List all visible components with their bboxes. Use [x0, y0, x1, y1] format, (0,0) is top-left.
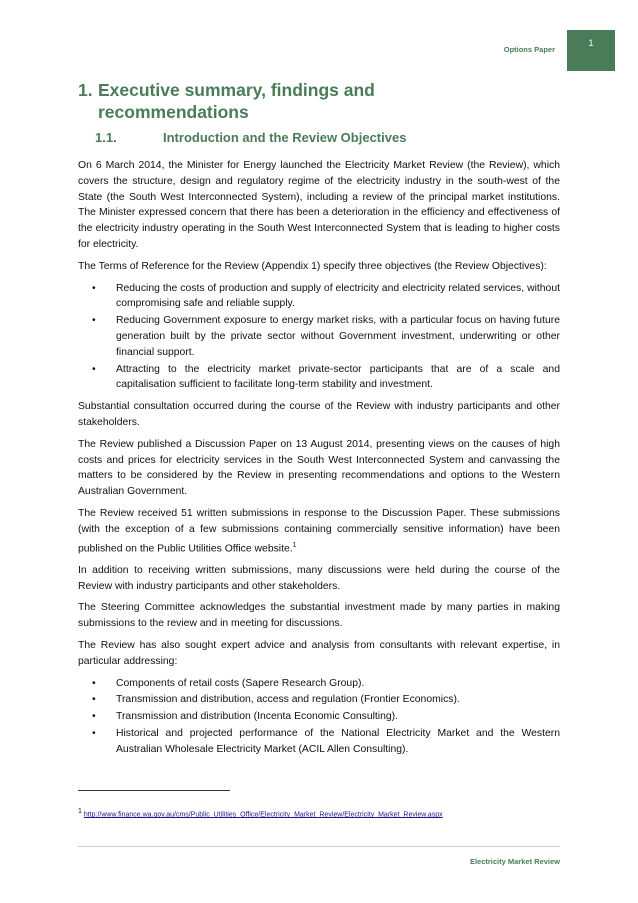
section-title-line1: Executive summary, findings and	[98, 80, 375, 100]
paragraph: In addition to receiving written submissions, many discussions were held during the course of the Review with industry participants and other stakeholders.	[78, 564, 560, 592]
bullet-icon: •	[92, 363, 96, 375]
bullet-icon: •	[92, 727, 96, 739]
bullet-icon: •	[92, 315, 96, 327]
footnote	[78, 808, 443, 818]
paragraph: The Review has also sought expert advice and analysis from consultants with relevant expertise, in particular addressing:	[78, 639, 560, 667]
list-item: • Attracting to the electricity market private-sector participants that are of a scale and capitalisation sufficient to facilitate long-term stability and investment.	[92, 363, 560, 391]
footnote-divider	[78, 790, 230, 791]
section-title-line2: recommendations	[98, 102, 249, 122]
subsection-title: Introduction and the Review Objectives	[163, 130, 407, 145]
footer-divider	[78, 846, 560, 847]
paragraph: On 6 March 2014, the Minister for Energy launched the Electricity Market Review (the Review), which covers the structure, design and regulatory regime of the electricity industry in the south-west of the State (the South West Interconnected System), including a review of the principal market institutions. The Minister expressed concern that there has been a deterioration in the efficiency and effectiveness of the electricity industry operating in the South West Interconnected System that is leading to higher costs for electricity.	[78, 160, 560, 250]
list-item: • Reducing the costs of production and supply of electricity and electricity related services, without compromising safe and reliable supply.	[92, 282, 560, 310]
page-number-tab	[567, 30, 615, 71]
bullet-icon: •	[92, 282, 96, 294]
header-doc-label: Options Paper	[503, 45, 555, 54]
list-item: • Components of retail costs (Sapere Research Group).	[78, 676, 560, 692]
footnote-link[interactable]: http://www.finance.wa.gov.au/cms/Public_Utilities_Office/Electricity_Market_Review/Electricity_Market_Review.aspx	[83, 811, 443, 819]
footnote-number: 1	[78, 808, 82, 815]
paragraph: The Steering Committee acknowledges the substantial investment made by many parties in making submissions to the review and in meeting for discussions.	[78, 602, 560, 630]
list-item: • Historical and projected performance of the National Electricity Market and the Western Australian Wholesale Electricity Market (ACIL Allen Consulting).	[92, 727, 560, 755]
list-item: • Reducing Government exposure to energy market risks, with a particular focus on having future generation built by the private sector without Government investment, underwriting or other financial support.	[92, 315, 560, 358]
footnote-reference[interactable]: 1	[292, 541, 297, 549]
bullet-icon: •	[92, 694, 96, 706]
bullet-icon: •	[92, 711, 96, 723]
section-number: 1.	[78, 80, 93, 100]
subsection-number: 1.1.	[95, 130, 117, 145]
body-text	[78, 158, 560, 764]
section-heading	[78, 79, 438, 123]
footer-label: Electricity Market Review	[469, 857, 560, 866]
page-number: 1	[588, 38, 594, 48]
list-item: • Transmission and distribution (Incenta Economic Consulting).	[78, 709, 560, 725]
paragraph: The Review received 51 written submissions in response to the Discussion Paper. These submissions (with the exception of a few submissions containing commercially sensitive information) have been published on the Public Utilities Office website.$^1$	[78, 507, 560, 554]
consultants-list	[78, 676, 560, 758]
list-item: • Transmission and distribution, access and regulation (Frontier Economics).	[78, 692, 560, 708]
paragraph: Substantial consultation occurred during the course of the Review with industry participants and other stakeholders.	[78, 401, 560, 428]
objectives-list	[78, 281, 560, 394]
bullet-icon: •	[92, 677, 96, 689]
paragraph: The Terms of Reference for the Review (Appendix 1) specify three objectives (the Review Objectives):	[78, 260, 547, 272]
subsection-heading	[95, 130, 406, 145]
paragraph: The Review published a Discussion Paper on 13 August 2014, presenting views on the causes of high costs and prices for electricity services in the South West Interconnected System and canvassing the matters to be considered by the Review in presenting recommendations and options to the Western Australian Government.	[78, 438, 560, 498]
